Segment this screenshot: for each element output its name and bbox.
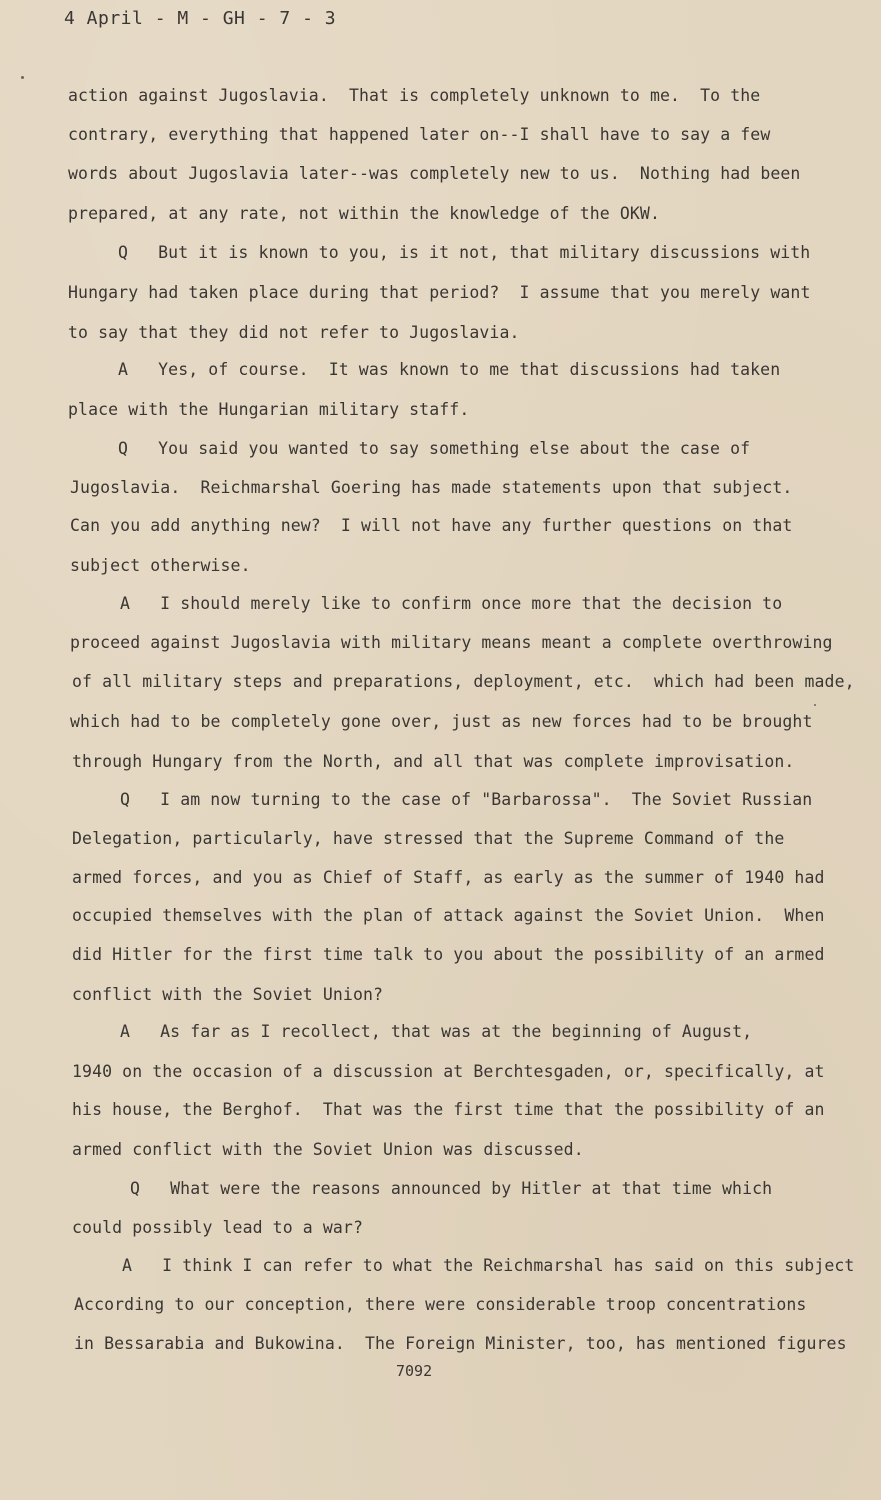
text-line-2: contrary, everything that happened later on--I shall have to say a few <box>68 125 771 144</box>
text-line-10: Q You said you wanted to say something else about the case of <box>118 439 751 458</box>
page-header: 4 April - M - GH - 7 - 3 <box>64 8 337 29</box>
paper-speck <box>21 76 24 79</box>
text-line-25: A As far as I recollect, that was at the beginning of August, <box>120 1022 753 1041</box>
text-line-7: to say that they did not refer to Jugoslavia. <box>68 323 520 342</box>
text-line-32: According to our conception, there were considerable troop concentrations <box>74 1295 807 1314</box>
text-line-29: Q What were the reasons announced by Hitler at that time which <box>130 1179 773 1198</box>
text-line-18: through Hungary from the North, and all that was complete improvisation. <box>72 752 795 771</box>
text-line-4: prepared, at any rate, not within the knowledge of the OKW. <box>68 204 660 223</box>
text-line-23: did Hitler for the first time talk to you about the possibility of an armed <box>72 945 825 964</box>
text-line-6: Hungary had taken place during that period? I assume that you merely want <box>68 283 811 302</box>
text-line-14: A I should merely like to confirm once more that the decision to <box>120 594 783 613</box>
text-line-13: subject otherwise. <box>70 556 251 575</box>
text-line-3: words about Jugoslavia later--was completely new to us. Nothing had been <box>68 164 801 183</box>
text-line-27: his house, the Berghof. That was the first time that the possibility of an <box>72 1100 825 1119</box>
text-line-8: A Yes, of course. It was known to me that discussions had taken <box>118 360 781 379</box>
text-line-28: armed conflict with the Soviet Union was discussed. <box>72 1140 584 1159</box>
text-line-12: Can you add anything new? I will not have any further questions on that <box>70 516 793 535</box>
paper-speck <box>814 704 816 706</box>
text-line-22: occupied themselves with the plan of attack against the Soviet Union. When <box>72 906 825 925</box>
text-line-19: Q I am now turning to the case of "Barbarossa". The Soviet Russian <box>120 790 813 809</box>
text-line-5: Q But it is known to you, is it not, that military discussions with <box>118 243 811 262</box>
text-line-21: armed forces, and you as Chief of Staff, as early as the summer of 1940 had <box>72 868 825 887</box>
text-line-26: 1940 on the occasion of a discussion at Berchtesgaden, or, specifically, at <box>72 1062 825 1081</box>
text-line-17: which had to be completely gone over, just as new forces had to be brought <box>70 712 813 731</box>
text-line-24: conflict with the Soviet Union? <box>72 985 384 1004</box>
page-number: 7092 <box>396 1362 433 1380</box>
text-line-11: Jugoslavia. Reichmarshal Goering has made statements upon that subject. <box>70 478 793 497</box>
text-line-20: Delegation, particularly, have stressed that the Supreme Command of the <box>72 829 785 848</box>
text-line-9: place with the Hungarian military staff. <box>68 400 470 419</box>
text-line-31: A I think I can refer to what the Reichmarshal has said on this subject <box>122 1256 855 1275</box>
text-line-33: in Bessarabia and Bukowina. The Foreign Minister, too, has mentioned figures <box>74 1334 847 1353</box>
text-line-16: of all military steps and preparations, deployment, etc. which had been made, <box>72 672 855 691</box>
text-line-15: proceed against Jugoslavia with military means meant a complete overthrowing <box>70 633 833 652</box>
text-line-1: action against Jugoslavia. That is completely unknown to me. To the <box>68 86 761 105</box>
text-line-30: could possibly lead to a war? <box>72 1218 363 1237</box>
